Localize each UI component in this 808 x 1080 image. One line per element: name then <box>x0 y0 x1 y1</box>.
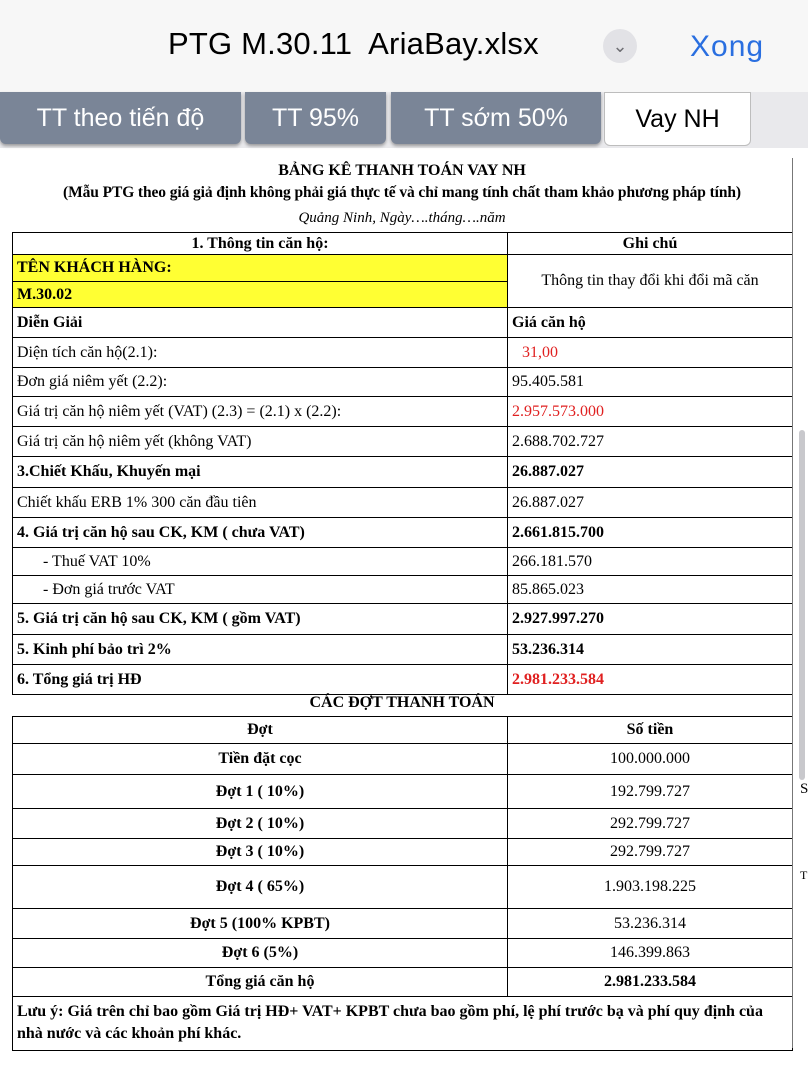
section1-header: 1. Thông tin căn hộ: <box>13 233 508 255</box>
row-label[interactable]: - Thuế VAT 10% <box>13 548 508 576</box>
sheet-title: BẢNG KÊ THANH TOÁN VAY NH <box>278 162 526 179</box>
payment-amount[interactable]: 53.236.314 <box>508 909 793 939</box>
row-value[interactable]: 85.865.023 <box>508 576 793 604</box>
payment-label[interactable]: Đợt 6 (5%) <box>13 939 508 968</box>
payment-label[interactable]: Tiền đặt cọc <box>13 744 508 775</box>
chevron-down-icon[interactable]: ⌄ <box>603 29 637 63</box>
pay-col-period: Đợt <box>13 717 508 744</box>
row-label[interactable]: Diện tích căn hộ(2.1): <box>13 338 508 368</box>
row-value[interactable]: 266.181.570 <box>508 548 793 576</box>
row-value[interactable]: 2.688.702.727 <box>508 427 793 457</box>
payment-amount[interactable]: 1.903.198.225 <box>508 866 793 909</box>
row-label[interactable]: Giá trị căn hộ niêm yết (không VAT) <box>13 427 508 457</box>
payment-amount[interactable]: 292.799.727 <box>508 809 793 839</box>
total-amount[interactable]: 2.981.233.584 <box>508 968 793 997</box>
row-label[interactable]: 5. Giá trị căn hộ sau CK, KM ( gồm VAT) <box>13 604 508 635</box>
row-label[interactable]: 6. Tổng giá trị HĐ <box>13 665 508 695</box>
payment-label[interactable]: Đợt 5 (100% KPBT) <box>13 909 508 939</box>
row-value[interactable]: 95.405.581 <box>508 368 793 397</box>
row-label[interactable]: 4. Giá trị căn hộ sau CK, KM ( chưa VAT) <box>13 518 508 548</box>
vertical-scrollbar[interactable] <box>799 430 805 780</box>
payments-table <box>12 716 793 1051</box>
row-value[interactable]: 2.981.233.584 <box>508 665 793 695</box>
row-label[interactable]: Giá trị căn hộ niêm yết (VAT) (2.3) = (2.1) x (2.2): <box>13 397 508 427</box>
unit-info-table <box>12 232 793 695</box>
row-value[interactable]: 53.236.314 <box>508 635 793 665</box>
payment-label[interactable]: Đợt 4 ( 65%) <box>13 866 508 909</box>
payment-amount[interactable]: 146.399.863 <box>508 939 793 968</box>
total-label[interactable]: Tổng giá căn hộ <box>13 968 508 997</box>
payment-amount[interactable]: 192.799.727 <box>508 775 793 809</box>
change-note-cell: Thông tin thay đổi khi đổi mã căn <box>508 255 793 308</box>
row-label[interactable]: 5. Kinh phí bảo trì 2% <box>13 635 508 665</box>
sheet-tab-bar <box>0 92 808 148</box>
row-value[interactable]: 31,00 <box>508 338 793 368</box>
payment-amount[interactable]: 292.799.727 <box>508 839 793 866</box>
payments-title: CÁC ĐỢT THANH TOÁN <box>309 694 495 711</box>
payment-label[interactable]: Đợt 3 ( 10%) <box>13 839 508 866</box>
row-value[interactable]: 2.661.815.700 <box>508 518 793 548</box>
pay-col-amount: Số tiền <box>508 717 793 744</box>
tab-tt-theo-tien-do[interactable]: TT theo tiến độ <box>0 92 241 144</box>
row-value[interactable]: 26.887.027 <box>508 457 793 488</box>
payment-label[interactable]: Đợt 1 ( 10%) <box>13 775 508 809</box>
tab-tt-som-50[interactable]: TT sớm 50% <box>391 92 601 144</box>
tab-vay-nh[interactable]: Vay NH <box>604 92 751 146</box>
file-title: PTG M.30.11 AriaBay.xlsx <box>168 26 539 61</box>
notes-header: Ghi chú <box>508 233 793 255</box>
row-label[interactable]: 3.Chiết Khấu, Khuyến mại <box>13 457 508 488</box>
col-price-header: Giá căn hộ <box>508 308 793 338</box>
done-button[interactable]: Xong <box>690 30 765 63</box>
place-date: Quảng Ninh, Ngày….tháng….năm <box>298 210 506 226</box>
sheet-subtitle: (Mẫu PTG theo giá giả định không phải giá thực tế và chỉ mang tính chất tham khảo phương pháp tính) <box>63 184 741 201</box>
customer-label-cell[interactable]: TÊN KHÁCH HÀNG: <box>13 255 508 282</box>
tab-tt-95[interactable]: TT 95% <box>245 92 386 144</box>
unit-code-cell[interactable]: M.30.02 <box>13 282 508 308</box>
col-desc-header: Diễn Giải <box>13 308 508 338</box>
row-value[interactable]: 2.927.997.270 <box>508 604 793 635</box>
payment-label[interactable]: Đợt 2 ( 10%) <box>13 809 508 839</box>
payment-amount[interactable]: 100.000.000 <box>508 744 793 775</box>
row-value[interactable]: 2.957.573.000 <box>508 397 793 427</box>
row-label[interactable]: Đơn giá niêm yết (2.2): <box>13 368 508 397</box>
row-value[interactable]: 26.887.027 <box>508 488 793 518</box>
offscreen-cell-text: T <box>800 868 808 882</box>
row-label[interactable]: - Đơn giá trước VAT <box>13 576 508 604</box>
disclaimer-note[interactable]: Lưu ý: Giá trên chỉ bao gồm Giá trị HĐ+ VAT+ KPBT chưa bao gồm phí, lệ phí trước bạ và phí quy định của nhà nước và các khoản phí khác. <box>13 997 793 1051</box>
row-label[interactable]: Chiết khấu ERB 1% 300 căn đầu tiên <box>13 488 508 518</box>
offscreen-cell-text: S <box>800 781 808 797</box>
top-bar <box>0 0 808 92</box>
